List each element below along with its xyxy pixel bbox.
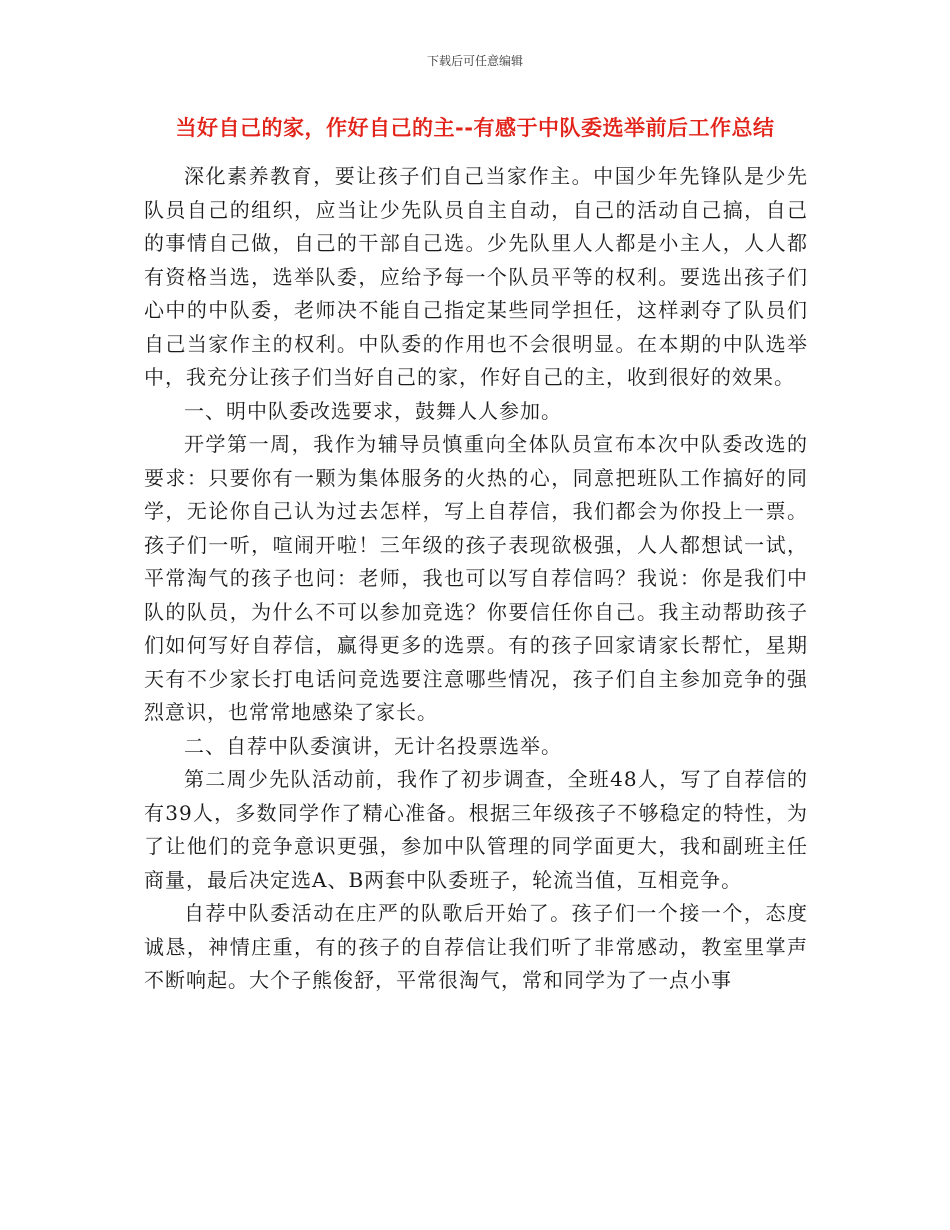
paragraph: 深化素养教育，要让孩子们自己当家作主。中国少年先锋队是少先队员自己的组织，应当让少先队员自主自动，自己的活动自己搞，自己的事情自己做，自己的干部自己选。少先队里人人都是小主人，人人都有资格当选，选举队委，应给予每一个队员平等的权利。要选出孩子们心中的中队委，老师决不能自己指定某些同学担任，这样剥夺了队员们自己当家作主的权利。中队委的作用也不会很明显。在本期的中队选举中，我充分让孩子们当好自己的家，作好自己的主，收到很好的效果。 [144, 164, 808, 389]
paragraph: 第二周少先队活动前，我作了初步调查，全班48人，写了自荐信的有39人，多数同学作了精心准备。根据三年级孩子不够稳定的特性，为了让他们的竞争意识更强，参加中队管理的同学面更大，我和副班主任商量，最后决定选A、B两套中队委班子，轮流当值，互相竞争。 [144, 767, 808, 892]
header-note: 下载后可任意编辑 [426, 54, 523, 68]
paragraph: 开学第一周，我作为辅导员慎重向全体队员宣布本次中队委改选的要求：只要你有一颗为集体服务的火热的心，同意把班队工作搞好的同学，无论你自己认为过去怎样，写上自荐信，我们都会为你投上一票。 孩子们一听，喧闹开啦！三年级的孩子表现欲极强，人人都想试一试，平常淘气的孩子也问：老师，我也可以写自荐信吗？我说：你是我们中队的队员，为什么不可以参加竞选？你要信任你自己。我主动帮助孩子们如何写好自荐信，赢得更多的选票。有的孩子回家请家长帮忙，星期天有不少家长打电话问竞选要注意哪些情况，孩子们自主参加竞争的强烈意识，也常常地感染了家长。 [144, 432, 808, 724]
section-heading: 一、明中队委改选要求，鼓舞人人参加。 [184, 398, 562, 423]
paragraph: 自荐中队委活动在庄严的队歌后开始了。孩子们一个接一个，态度诚恳，神情庄重，有的孩子的自荐信让我们听了非常感动，教室里掌声不断响起。大个子熊俊舒，平常很淘气，常和同学为了一点小事 [144, 901, 808, 992]
section-heading: 二、自荐中队委演讲，无计名投票选举。 [184, 733, 562, 758]
document-body [144, 160, 808, 998]
document-title: 当好自己的家，作好自己的主--有感于中队委选举前后工作总结 [175, 116, 775, 140]
